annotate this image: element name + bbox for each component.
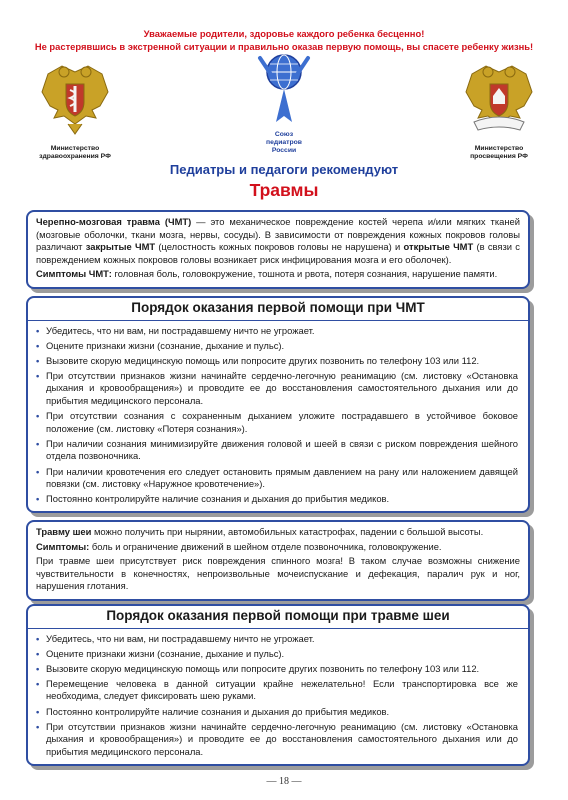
list-item: • При наличии кровотечения его следует остановить прямым давлением на рану или наложением давящей повязки (см. листовку «Наружное кровотечение»). xyxy=(36,466,518,491)
ministry-education-line-2: просвещения РФ xyxy=(470,153,528,160)
neck-first-aid-title: Порядок оказания первой помощи при травме шеи xyxy=(28,606,528,629)
union-line-1: Союз xyxy=(274,131,294,138)
double-headed-eagle-icon xyxy=(40,62,110,140)
neck-symptoms-text: боль и ограничение движений в шейном отделе позвоночника, головокружение. xyxy=(89,540,442,552)
list-item: • Постоянно контролируйте наличие сознания и дыхания до прибытия медиков. xyxy=(36,706,518,719)
list-item: • Убедитесь, что ни вам, ни пострадавшему ничто не угрожает. xyxy=(36,325,518,338)
globe-figure-icon xyxy=(256,52,312,126)
neck-term: Травму шеи xyxy=(36,526,92,537)
tbi-def-part-1: — это механическое повреждение костей черепа и/или мягких тканей (мозговые оболочки, ткани мозга, нервы, сосуды). В зависимости от повреждения кожных покровов головы различают xyxy=(36,216,520,253)
list-item: • При отсутствии признаков жизни начинайте сердечно-легочную реанимацию (см. листовку «Остановка дыхания и кровообращения») и проводите ее до восстановления самостоятельного дыхания или до прибытия медицинского персонала. xyxy=(36,721,518,759)
neck-def-text: можно получить при нырянии, автомобильных катастрофах, падении с большой высоты. xyxy=(91,526,484,537)
ministry-health-line-1: Министерство xyxy=(50,145,100,152)
tbi-symptoms-text: головная боль, головокружение, тошнота и рвота, потеря сознания, нарушение памяти. xyxy=(111,268,498,280)
union-line-3: России xyxy=(271,147,297,154)
union-of-pediatricians-logo xyxy=(247,52,321,155)
tbi-first-aid-box xyxy=(26,296,530,513)
tbi-symptoms xyxy=(36,268,520,281)
tbi-def-part-2: (целостность кожных покровов головы не нарушена) и xyxy=(155,241,404,253)
ministry-health-line-2: здравоохранения РФ xyxy=(39,153,111,160)
tbi-definition xyxy=(36,216,520,266)
tbi-term: Черепно-мозговая травма (ЧМТ) xyxy=(36,216,192,227)
double-headed-eagle-icon xyxy=(464,62,534,140)
union-line-2: педиатров xyxy=(266,139,302,146)
neck-risk: При травме шеи присутствует риск повреждения спинного мозга! В таком случае возможны снижение чувствительности в конечностях, непроизвольные мочеиспускание и дефекация, паралич рук и ног, нарушения глотания. xyxy=(36,555,520,592)
ministry-education-line-1: Министерство xyxy=(474,145,524,152)
list-item: • При наличии сознания минимизируйте движения головой и шеей в связи с риском повреждения шейного отдела позвоночника. xyxy=(36,438,518,463)
neck-first-aid-box xyxy=(26,604,530,766)
list-item: • Постоянно контролируйте наличие сознания и дыхания до прибытия медиков. xyxy=(36,493,518,506)
list-item: • Оцените признаки жизни (сознание, дыхание и пульс). xyxy=(36,340,518,353)
page-title: Травмы xyxy=(249,180,319,200)
notice-line-2: Не растерявшись в экстренной ситуации и правильно оказав первую помощь, вы спасете ребенку жизнь! xyxy=(34,41,534,52)
subtitle: Педиатры и педагоги рекомендуют xyxy=(169,162,399,177)
tbi-first-aid-title: Порядок оказания первой помощи при ЧМТ xyxy=(28,298,528,321)
tbi-symptoms-label: Симптомы ЧМТ: xyxy=(36,268,112,280)
neck-steps-list xyxy=(28,629,528,764)
list-item: • При отсутствии сознания с сохраненным дыханием уложите пострадавшего в устойчивое боковое положение (см. листовку «Потеря сознания»). xyxy=(36,410,518,435)
neck-symptoms xyxy=(36,541,520,554)
list-item: • Оцените признаки жизни (сознание, дыхание и пульс). xyxy=(36,648,518,661)
list-item: • Вызовите скорую медицинскую помощь или попросите других позвонить по телефону 103 или 112. xyxy=(36,663,518,676)
closed-tbi-term: закрытые ЧМТ xyxy=(85,241,156,253)
neck-symptoms-label: Симптомы: xyxy=(36,540,90,552)
tbi-steps-list xyxy=(28,321,528,512)
notice-line-1: Уважаемые родители, здоровье каждого ребенка бесценно! xyxy=(143,28,425,39)
neck-definition xyxy=(36,526,520,539)
open-tbi-term: открытые ЧМТ xyxy=(403,241,474,253)
neck-info-box xyxy=(26,520,530,601)
ministry-of-health-logo xyxy=(30,62,120,161)
list-item: • При отсутствии признаков жизни начинайте сердечно-легочную реанимацию (см. листовку «Остановка дыхания и кровообращения») и проводите ее до восстановления самостоятельного дыхания или до прибытия медицинского персонала. xyxy=(36,370,518,408)
page-number: — 18 — xyxy=(266,776,302,787)
ministry-of-education-logo xyxy=(454,62,544,161)
parents-notice xyxy=(0,27,568,53)
list-item: • Убедитесь, что ни вам, ни пострадавшему ничто не угрожает. xyxy=(36,633,518,646)
list-item: • Вызовите скорую медицинскую помощь или попросите других позвонить по телефону 103 или 112. xyxy=(36,355,518,368)
tbi-def-part-3: (в связи с повреждением кожных покровов головы возникает риск инфицирования мозга и его оболочек). xyxy=(36,241,520,265)
tbi-info-box xyxy=(26,210,530,289)
list-item: • Перемещение человека в данной ситуации крайне нежелательно! Если транспортировка все же необходима, следует фиксировать шею руками. xyxy=(36,678,518,703)
